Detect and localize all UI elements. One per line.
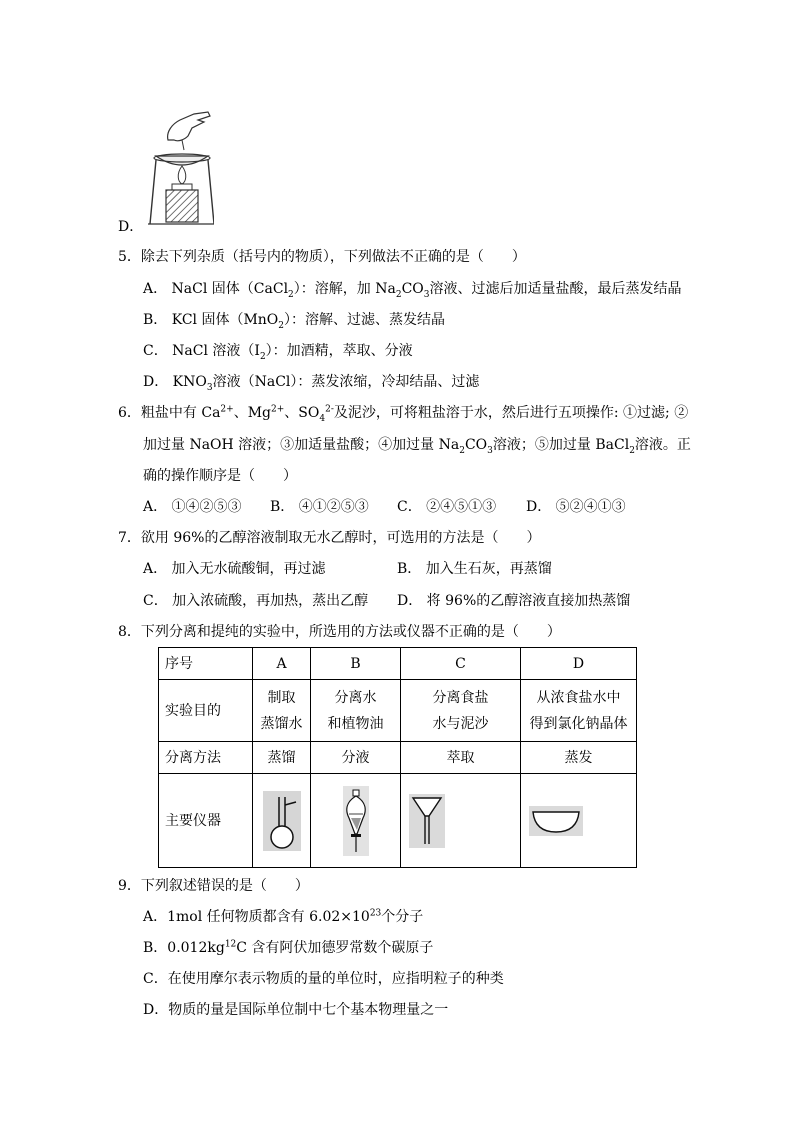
q4-option-d-label: D． [118,219,144,235]
cell-apparatus-d [521,774,637,868]
q8-table [158,647,637,868]
q9-option-a: A．1mol 任何物质都含有 $6.02\times 10^{23}$个分子 [143,908,424,925]
q9-option-d: D．物质的量是国际单位制中七个基本物理量之一 [143,1002,449,1018]
col-b-header: B [311,648,401,680]
q7-option-d: D． 将 96%的乙醇溶液直接加热蒸馏 [397,593,631,609]
q5-option-d: D． $KNO_3$溶液（NaCl）：蒸发浓缩，冷却结晶、过滤 [143,374,480,393]
q9-option-c: C．在使用摩尔表示物质的量的单位时，应指明粒子的种类 [143,971,504,987]
q5-option-b: B． KCl 固体（MnO$_2$）：溶解、过滤、蒸发结晶 [143,312,446,331]
q6-option-a: A． ①④②⑤③ [143,499,242,515]
distillation-flask-icon [263,791,301,851]
q6-option-c: C． ②④⑤①③ [397,499,497,515]
col-c-header: C [401,648,521,680]
cell-method-c: 萃取 [401,742,521,774]
cell-purpose-c: 分离食盐 水与泥沙 [401,680,521,742]
row-header-index: 序号 [159,648,253,680]
q6-option-d: D． ⑤②④①③ [526,499,626,515]
row-header-method: 分离方法 [159,742,253,774]
q7-option-c: C． 加入浓硫酸，再加热，蒸出乙醇 [143,593,369,609]
q6-stem-line2: 加过量 NaOH 溶液；③加适量盐酸；④加过量 $Na_2CO_3$溶液；⑤加过量 BaCl$_2$溶液。正 [143,437,691,456]
q6-stem-line1: 6．粗盐中有 $Ca^{2+}$、$Mg^{2+}$、$SO_4^{2-}$及泥沙，可将粗盐溶于水，然后进行五项操作: ①过滤; ② [118,404,689,424]
q5-option-a: A． NaCl 固体（CaCl$_2$）：溶解，加 $Na_2CO_3$溶液、过滤后加适量盐酸，最后蒸发结晶 [143,281,682,300]
q7-option-a: A． 加入无水硫酸铜，再过滤 [143,561,326,577]
cell-purpose-b: 分离水 和植物油 [311,680,401,742]
row-header-purpose: 实验目的 [159,680,253,742]
col-a-header: A [253,648,311,680]
cell-method-b: 分液 [311,742,401,774]
cell-method-d: 蒸发 [521,742,637,774]
cell-purpose-a: 制取 蒸馏水 [253,680,311,742]
q6-option-b: B． ④①②⑤③ [270,499,369,515]
funnel-icon [409,794,445,848]
cell-apparatus-c [401,774,521,868]
q7-option-b: B． 加入生石灰，再蒸馏 [397,561,552,577]
q7-stem: 7．欲用 96%的乙醇溶液制取无水乙醇时，可选用的方法是（ ） [118,530,541,546]
q6-stem-line3: 确的操作顺序是（ ） [143,468,297,484]
q5-stem: 5．除去下列杂质（括号内的物质），下列做法不正确的是（ ） [118,249,526,265]
q5-option-c: C． NaCl 溶液$(I_2)$：加酒精，萃取、分液 [143,343,413,362]
q9-stem: 9．下列叙述错误的是（ ） [118,878,309,894]
cell-apparatus-b [311,774,401,868]
cell-purpose-d: 从浓食盐水中 得到氯化钠晶体 [521,680,637,742]
cell-method-a: 蒸馏 [253,742,311,774]
row-header-apparatus: 主要仪器 [159,774,253,868]
evaporation-apparatus-illustration [148,110,214,228]
q9-option-b: B．$0.012kg^{12}C$ 含有阿伏加德罗常数个碳原子 [143,939,434,956]
separatory-funnel-icon [343,786,369,856]
q8-stem: 8．下列分离和提纯的实验中，所选用的方法或仪器不正确的是（ ） [118,624,561,640]
cell-apparatus-a [253,774,311,868]
col-d-header: D [521,648,637,680]
evaporating-dish-icon [529,806,583,836]
